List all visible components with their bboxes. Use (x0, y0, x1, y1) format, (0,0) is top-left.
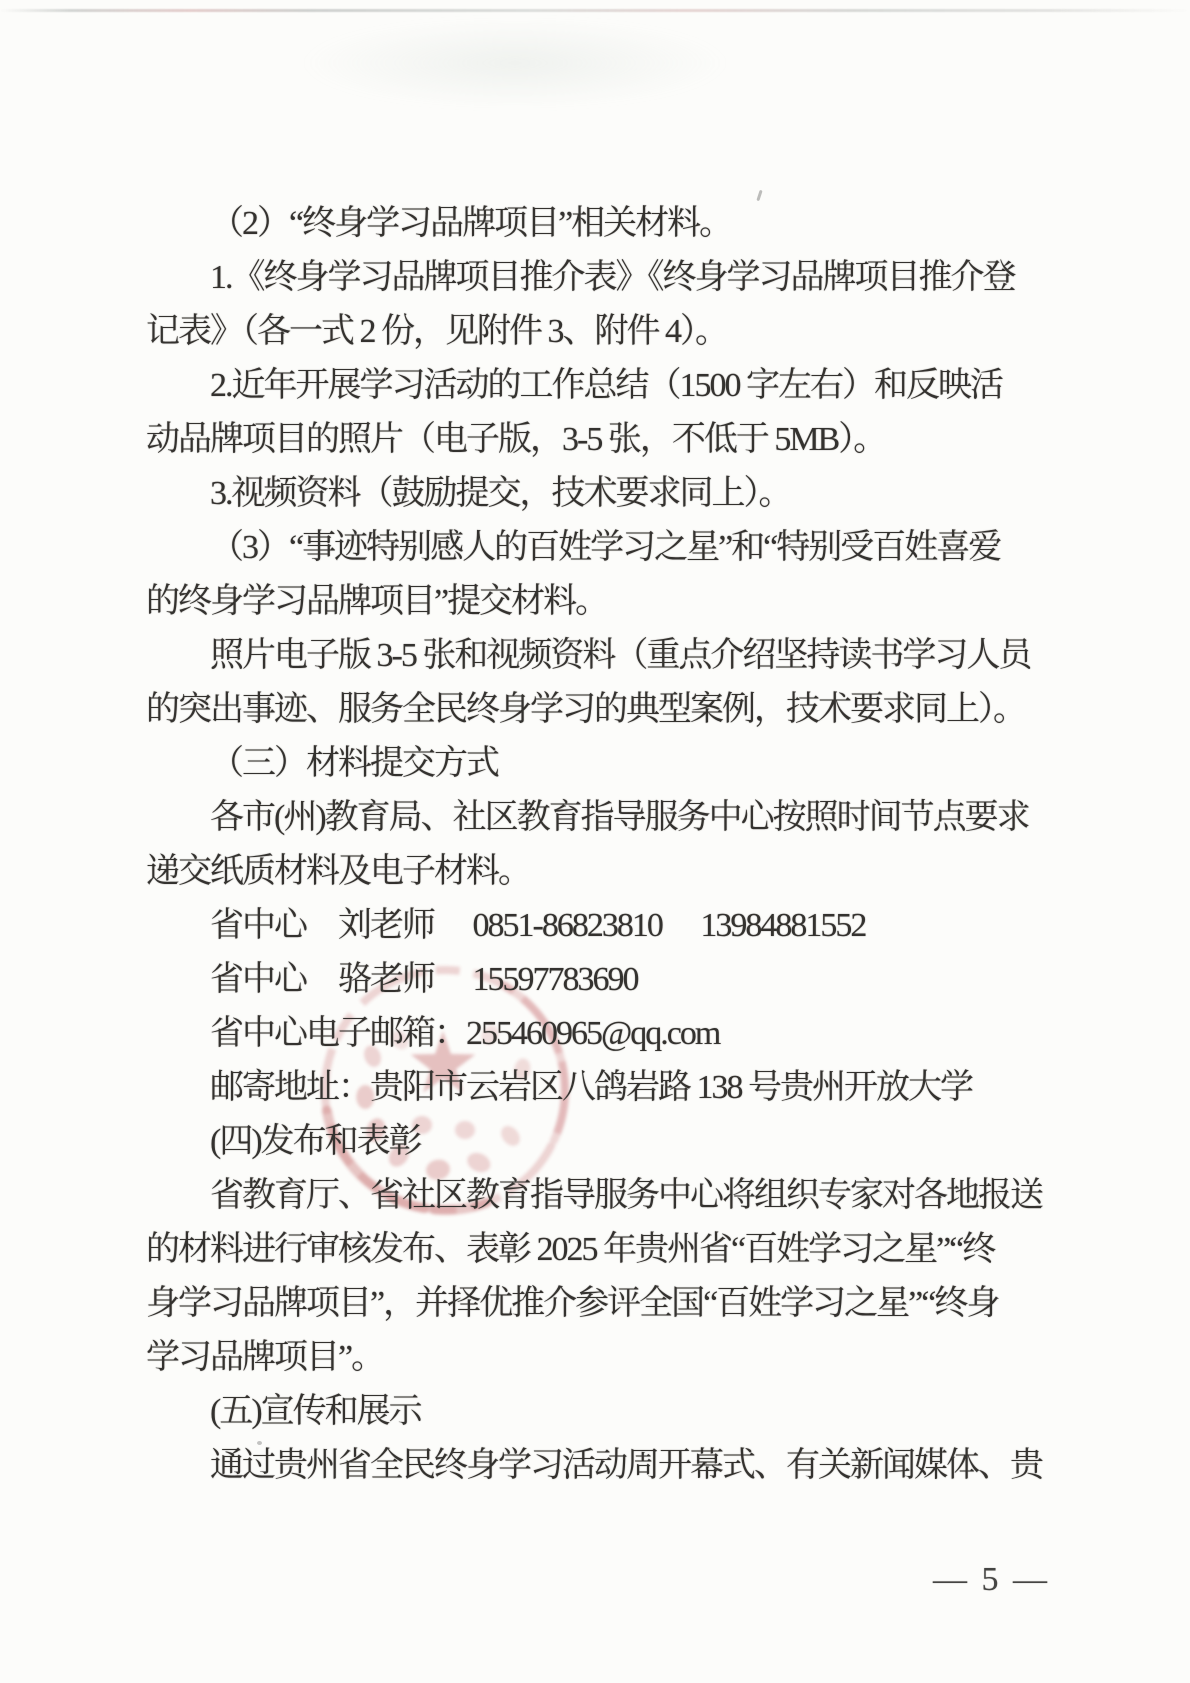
contact-line: 省中心 刘老师 0851-86823810 13984881552 (210, 907, 866, 944)
text-line: 的突出事迹、服务全民终身学习的典型案例，技术要求同上）。 (146, 691, 1025, 728)
mailing-address-line: 邮寄地址：贵阳市云岩区八鸽岩路 138 号贵州开放大学 (210, 1069, 972, 1106)
text-line: 各市(州)教育局、社区教育指导服务中心按照时间节点要求 (210, 799, 1029, 836)
contact-email-line: 省中心电子邮箱：255460965@qq.com (210, 1015, 720, 1052)
text-line: 的材料进行审核发布、表彰 2025 年贵州省“百姓学习之星”“终 (146, 1231, 995, 1268)
scan-smudge (300, 18, 730, 108)
text-line: 照片电子版 3-5 张和视频资料（重点介绍坚持读书学习人员 (210, 637, 1031, 674)
text-line: 省教育厅、省社区教育指导服务中心将组织专家对各地报送 (210, 1177, 1042, 1214)
section-heading: （三）材料提交方式 (210, 745, 498, 782)
text-line: 学习品牌项目”。 (146, 1339, 384, 1376)
text-line: 记表》（各一式 2 份，见附件 3、附件 4）。 (146, 313, 727, 350)
document-body (146, 197, 1066, 1493)
section-heading: (四)发布和表彰 (210, 1123, 421, 1160)
text-line: 的终身学习品牌项目”提交材料。 (146, 583, 608, 620)
text-line: 通过贵州省全民终身学习活动周开幕式、有关新闻媒体、贵 (210, 1447, 1042, 1484)
text-line: （3）“事迹特别感人的百姓学习之星”和“特别受百姓喜爱 (210, 529, 1001, 566)
contact-line: 省中心 骆老师 15597783690 (210, 961, 638, 998)
scan-artifact-top-edge (0, 9, 1190, 12)
page-number: — 5 — (933, 1561, 1050, 1598)
text-line: 动品牌项目的照片（电子版，3-5 张，不低于 5MB）。 (146, 421, 886, 458)
text-line: 身学习品牌项目”，并择优推介参评全国“百姓学习之星”“终身 (146, 1285, 999, 1322)
text-line: 1.《终身学习品牌项目推介表》《终身学习品牌项目推介登 (210, 259, 1015, 296)
text-line: 2.近年开展学习活动的工作总结（1500 字左右）和反映活 (210, 367, 1002, 404)
text-line: 3.视频资料（鼓励提交，技术要求同上）。 (210, 475, 791, 512)
text-line: （2）“终身学习品牌项目”相关材料。 (210, 205, 732, 242)
scan-speck (257, 1441, 262, 1445)
section-heading: (五)宣传和展示 (210, 1393, 421, 1430)
text-line: 递交纸质材料及电子材料。 (146, 853, 530, 890)
